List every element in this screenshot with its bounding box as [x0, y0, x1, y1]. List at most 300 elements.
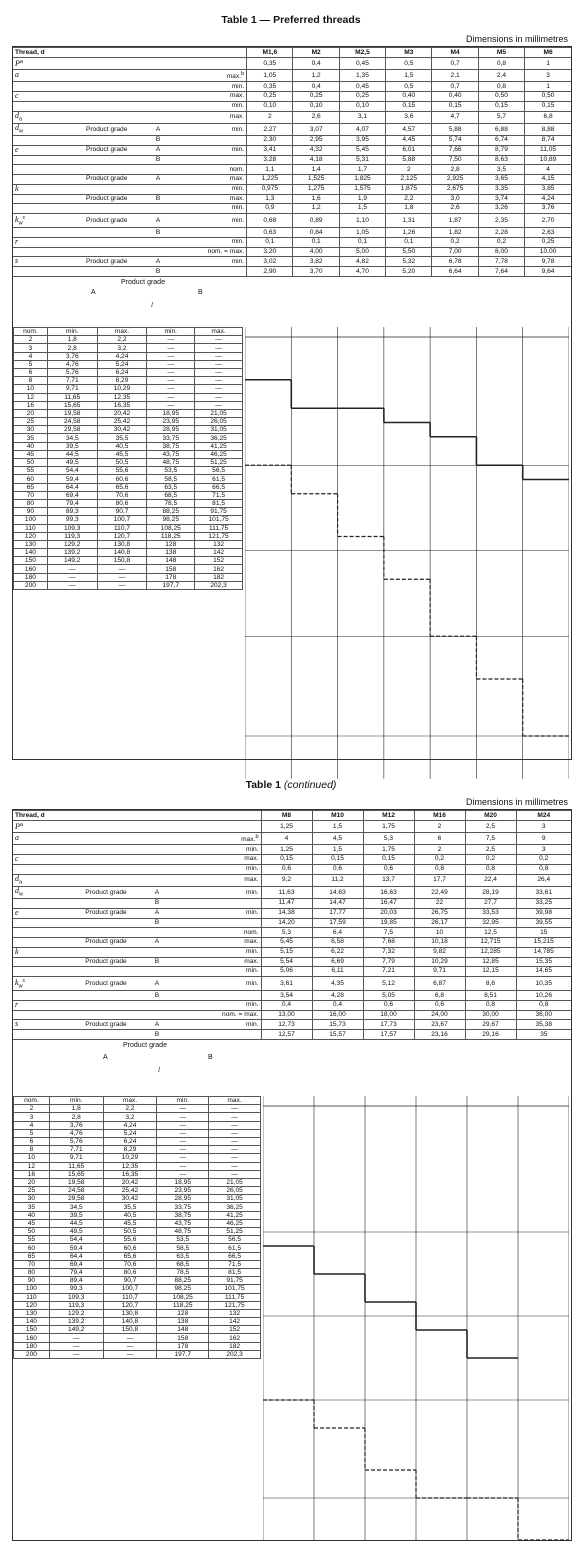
- value-cell: 2,2: [386, 194, 432, 204]
- grade-cell: A: [148, 257, 168, 267]
- length-row: [14, 418, 243, 426]
- value-cell: 7,5: [465, 833, 516, 845]
- grade-a-label: A: [103, 1054, 108, 1062]
- value-cell: 4,5: [312, 833, 363, 845]
- value-cell: 4: [525, 165, 571, 175]
- symbol-cell: [13, 1020, 65, 1030]
- spec-row: [13, 194, 571, 204]
- limit-cell: min.: [167, 976, 261, 991]
- length-cell: 54,4: [49, 1236, 103, 1244]
- symbol-text: e: [15, 145, 19, 154]
- value-cell: 6,78: [432, 257, 478, 267]
- limit-cell: max.: [167, 854, 261, 864]
- value-cell: 10,00: [525, 247, 571, 257]
- length-cell: 178: [157, 1342, 209, 1350]
- value-cell: 12,15: [465, 967, 516, 977]
- length-cell: 53,5: [157, 1236, 209, 1244]
- value-cell: 1,6: [293, 194, 339, 204]
- grade-cell: [147, 947, 167, 957]
- length-cell: 90,7: [97, 508, 147, 516]
- grade-cell: [148, 70, 168, 82]
- value-cell: M1,6: [247, 48, 293, 58]
- value-cell: 2,6: [293, 111, 339, 123]
- symbol-cell: [13, 101, 65, 111]
- value-cell: 26,75: [414, 908, 465, 918]
- value-cell: 29,16: [465, 1030, 516, 1039]
- length-row: [14, 549, 243, 557]
- value-cell: 0,6: [261, 864, 312, 874]
- symbol-cell: [13, 247, 65, 257]
- length-header-cell: min.: [47, 328, 97, 336]
- length-cell: 18,95: [157, 1178, 209, 1186]
- value-cell: 0,8: [516, 1000, 571, 1010]
- length-cell: 56,5: [209, 1236, 261, 1244]
- product-grade-cell: [65, 136, 148, 146]
- product-grade-cell: Product grade: [65, 908, 147, 918]
- value-cell: 12,73: [261, 1020, 312, 1030]
- length-cell: 160: [14, 1334, 50, 1342]
- length-cell: 7,71: [49, 1146, 103, 1154]
- value-cell: 8,79: [478, 145, 524, 155]
- length-cell: 50,5: [103, 1228, 157, 1236]
- length-cell: 60,6: [103, 1244, 157, 1252]
- value-cell: 12,5: [465, 928, 516, 938]
- limit-cell: max.: [168, 194, 247, 204]
- length-cell: 36,25: [209, 1203, 261, 1211]
- grade-cell: [148, 237, 168, 247]
- value-cell: 23,67: [414, 1020, 465, 1030]
- length-cell: 6: [14, 1137, 50, 1145]
- value-cell: 10,35: [516, 976, 571, 991]
- length-cell: 70,6: [103, 1260, 157, 1268]
- limit-cell: min.: [168, 184, 247, 194]
- symbol-subscript: a: [19, 878, 23, 885]
- length-cell: 30,42: [103, 1195, 157, 1203]
- length-range-grid-svg-2: [263, 1096, 569, 1556]
- value-cell: 1,10: [339, 213, 385, 228]
- length-cell: —: [147, 368, 195, 376]
- spec-row: [13, 136, 571, 146]
- symbol-cell: [13, 237, 65, 247]
- length-cell: 10,29: [97, 385, 147, 393]
- length-cell: 130,8: [103, 1309, 157, 1317]
- value-cell: 2: [247, 111, 293, 123]
- value-cell: 3,54: [261, 991, 312, 1001]
- value-cell: 7,78: [478, 257, 524, 267]
- length-cell: 51,25: [195, 459, 243, 467]
- spec-row: [13, 991, 571, 1001]
- length-row: [14, 1350, 261, 1358]
- value-cell: 22: [414, 899, 465, 909]
- spec-row: [13, 918, 571, 928]
- value-cell: 5,45: [261, 937, 312, 947]
- grade-cell: [147, 854, 167, 864]
- value-cell: 0,1: [247, 237, 293, 247]
- length-cell: 55,6: [97, 467, 147, 475]
- product-grade-cell: [65, 204, 148, 214]
- value-cell: 0,8: [414, 864, 465, 874]
- spec-row: [13, 145, 571, 155]
- grade-cell: [147, 1000, 167, 1010]
- spec-row: [13, 957, 571, 967]
- value-cell: 8,63: [478, 155, 524, 165]
- length-cell: 38,75: [157, 1211, 209, 1219]
- length-cell: 19,58: [47, 409, 97, 417]
- spec-row: [13, 155, 571, 165]
- value-cell: 6,11: [312, 967, 363, 977]
- length-cell: 6,24: [97, 368, 147, 376]
- grade-cell: [147, 874, 167, 886]
- value-cell: 0,25: [247, 91, 293, 101]
- value-cell: 0,7: [432, 58, 478, 70]
- limit-cell: nom. = max.: [168, 247, 247, 257]
- length-cell: 10,29: [103, 1154, 157, 1162]
- limit-cell: min.: [167, 967, 261, 977]
- product-grade-cell: [65, 1030, 147, 1039]
- product-grade-cell: [65, 70, 148, 82]
- spec-row: [13, 123, 571, 135]
- value-cell: 10,18: [414, 937, 465, 947]
- symbol-text: d: [15, 111, 19, 120]
- length-cell: 12: [14, 393, 48, 401]
- length-cell: 90: [14, 1277, 50, 1285]
- symbol-cell: [13, 976, 65, 991]
- symbol-text: s: [15, 256, 19, 266]
- length-cell: 2,8: [47, 344, 97, 352]
- length-cell: 56,5: [195, 467, 243, 475]
- length-cell: 31,05: [195, 426, 243, 434]
- length-cell: —: [195, 377, 243, 385]
- length-cell: 38,75: [147, 442, 195, 450]
- length-row: [14, 1154, 261, 1162]
- length-cell: 180: [14, 573, 48, 581]
- length-cell: 110,7: [103, 1293, 157, 1301]
- length-cell: 109,3: [49, 1293, 103, 1301]
- grade-cell: [147, 1010, 167, 1020]
- length-row: [14, 1244, 261, 1252]
- value-cell: 1,35: [339, 70, 385, 82]
- length-cell: 63,5: [157, 1252, 209, 1260]
- length-cell: 178: [147, 573, 195, 581]
- value-cell: M10: [312, 811, 363, 821]
- spec-row: [13, 864, 571, 874]
- length-cell: 180: [14, 1342, 50, 1350]
- value-cell: 4: [261, 833, 312, 845]
- grade-cell: [148, 247, 168, 257]
- spec-row: [13, 928, 571, 938]
- symbol-cell: [13, 145, 65, 155]
- value-cell: 0,25: [293, 91, 339, 101]
- length-cell: 110: [14, 524, 48, 532]
- length-cell: 110,7: [97, 524, 147, 532]
- value-cell: M2: [293, 48, 339, 58]
- table-page-1: [12, 10, 570, 760]
- value-cell: 0,89: [293, 213, 339, 228]
- length-cell: 111,75: [209, 1293, 261, 1301]
- value-cell: 11,47: [261, 899, 312, 909]
- length-cell: 91,75: [209, 1277, 261, 1285]
- length-row: [14, 1228, 261, 1236]
- length-cell: 45: [14, 1219, 50, 1227]
- length-cell: 182: [195, 573, 243, 581]
- value-cell: 15,215: [516, 937, 571, 947]
- length-row: [14, 377, 243, 385]
- value-cell: 3,6: [386, 111, 432, 123]
- grade-cell: A: [148, 213, 168, 228]
- length-cell: 48,75: [157, 1228, 209, 1236]
- grade-cell: B: [148, 194, 168, 204]
- length-cell: —: [195, 385, 243, 393]
- value-cell: 9,64: [525, 267, 571, 276]
- value-cell: 4,45: [386, 136, 432, 146]
- value-cell: 6,8: [414, 991, 465, 1001]
- length-cell: —: [147, 336, 195, 344]
- value-cell: 22,49: [414, 886, 465, 898]
- symbol-superscript: c: [22, 977, 26, 984]
- value-cell: 4,24: [525, 194, 571, 204]
- value-cell: 0,15: [432, 101, 478, 111]
- limit-cell: max.: [168, 91, 247, 101]
- length-cell: 3,2: [97, 344, 147, 352]
- length-cell: 45,5: [103, 1219, 157, 1227]
- value-cell: 5,12: [363, 976, 414, 991]
- length-cell: 50: [14, 1228, 50, 1236]
- value-cell: 1,525: [293, 174, 339, 184]
- limit-cell: min.: [168, 237, 247, 247]
- spec-row: [13, 48, 571, 58]
- value-cell: 1,25: [261, 845, 312, 855]
- product-grade-header: [13, 276, 571, 327]
- value-cell: 3,82: [293, 257, 339, 267]
- length-cell: 40,5: [97, 442, 147, 450]
- length-cell: 197,7: [157, 1350, 209, 1358]
- length-cell: 26,05: [195, 418, 243, 426]
- length-cell: 23,95: [147, 418, 195, 426]
- length-cell: 81,5: [195, 499, 243, 507]
- value-cell: 14,63: [312, 886, 363, 898]
- value-cell: 9,78: [525, 257, 571, 267]
- spec-row: [13, 58, 571, 70]
- value-cell: 8,51: [465, 991, 516, 1001]
- length-cell: 200: [14, 581, 48, 589]
- value-cell: M2,5: [339, 48, 385, 58]
- value-cell: 6,69: [312, 957, 363, 967]
- length-cell: 128: [157, 1309, 209, 1317]
- length-cell: 158: [147, 565, 195, 573]
- length-row: [14, 1334, 261, 1342]
- product-grade-cell: [65, 91, 148, 101]
- value-cell: 0,4: [293, 58, 339, 70]
- limit-cell: max.: [167, 937, 261, 947]
- value-cell: 2,5: [465, 821, 516, 833]
- value-cell: 5,32: [386, 257, 432, 267]
- symbol-text: k: [15, 947, 19, 956]
- symbol-subscript: w: [18, 983, 23, 990]
- length-cell: 68,5: [147, 491, 195, 499]
- length-cell: 55,6: [103, 1236, 157, 1244]
- spec-row: [13, 886, 571, 898]
- grade-cell: B: [148, 228, 168, 238]
- grade-cell: [147, 864, 167, 874]
- grade-cell: [148, 82, 168, 92]
- length-row: [14, 524, 243, 532]
- value-cell: 0,15: [525, 101, 571, 111]
- symbol-text: P: [15, 59, 20, 69]
- length-cell: 10: [14, 1154, 50, 1162]
- length-cell: 5,24: [97, 360, 147, 368]
- length-cell: 1,8: [49, 1105, 103, 1113]
- value-cell: 0,40: [432, 91, 478, 101]
- value-cell: 2,27: [247, 123, 293, 135]
- value-cell: 1,2: [293, 70, 339, 82]
- value-cell: 1,225: [247, 174, 293, 184]
- value-cell: 0,8: [465, 1000, 516, 1010]
- value-cell: 1,82: [432, 228, 478, 238]
- symbol-cell: [13, 228, 65, 238]
- length-cell: 182: [209, 1342, 261, 1350]
- length-cell: 4: [14, 352, 48, 360]
- length-row: [14, 1293, 261, 1301]
- symbol-subscript: w: [18, 220, 23, 227]
- value-cell: 1,825: [339, 174, 385, 184]
- length-row: [14, 1236, 261, 1244]
- length-row: [14, 1121, 261, 1129]
- length-cell: 140,8: [97, 549, 147, 557]
- grade-cell: A: [147, 886, 167, 898]
- value-cell: 0,45: [339, 58, 385, 70]
- value-cell: 5,54: [261, 957, 312, 967]
- length-cell: 101,75: [209, 1285, 261, 1293]
- length-cell: 34,5: [47, 434, 97, 442]
- value-cell: 33,61: [516, 886, 571, 898]
- length-cell: 138: [147, 549, 195, 557]
- value-cell: 2,925: [432, 174, 478, 184]
- limit-cell: min.: [168, 213, 247, 228]
- length-row: [14, 557, 243, 565]
- grade-cell: [148, 111, 168, 123]
- value-cell: 0,2: [516, 854, 571, 864]
- length-cell: 100,7: [103, 1285, 157, 1293]
- symbol-cell: [13, 165, 65, 175]
- value-cell: 0,1: [293, 237, 339, 247]
- length-row: [14, 1260, 261, 1268]
- grade-cell: A: [148, 123, 168, 135]
- value-cell: 3,74: [478, 194, 524, 204]
- length-cell: 20,42: [103, 1178, 157, 1186]
- length-cell: 8,29: [97, 377, 147, 385]
- value-cell: 32,95: [465, 918, 516, 928]
- symbol-superscript: a: [19, 59, 23, 65]
- length-cell: 49,5: [47, 459, 97, 467]
- length-cell: 65: [14, 1252, 50, 1260]
- length-cell: 118,25: [147, 532, 195, 540]
- length-row: [14, 336, 243, 344]
- length-cell: 89,3: [47, 508, 97, 516]
- length-cell: 2: [14, 1105, 50, 1113]
- length-row: [14, 1195, 261, 1203]
- value-cell: 17,57: [363, 1030, 414, 1039]
- limit-cell: min.: [167, 1000, 261, 1010]
- limit-cell: min.: [168, 204, 247, 214]
- value-cell: 0,15: [312, 854, 363, 864]
- value-cell: 2,70: [525, 213, 571, 228]
- value-cell: 0,35: [247, 58, 293, 70]
- length-cell: 36,25: [195, 434, 243, 442]
- value-cell: 33,53: [465, 908, 516, 918]
- length-range-grid-2: [263, 1096, 569, 1556]
- value-cell: 0,5: [386, 58, 432, 70]
- product-grade-cell: [65, 1010, 147, 1020]
- limit-cell: max.$^b$: [168, 70, 247, 82]
- grade-cell: B: [148, 267, 168, 276]
- length-cell: 148: [157, 1326, 209, 1334]
- product-grade-cell: [65, 899, 147, 909]
- length-cell: —: [195, 368, 243, 376]
- length-cell: 12,35: [103, 1162, 157, 1170]
- value-cell: 1,87: [432, 213, 478, 228]
- symbol-cell: [13, 58, 65, 70]
- length-cell: 54,4: [47, 467, 97, 475]
- length-symbol: l: [151, 301, 153, 310]
- length-cell: 19,58: [49, 1178, 103, 1186]
- grade-cell: [148, 58, 168, 70]
- length-cell: —: [147, 360, 195, 368]
- symbol-cell: [13, 136, 65, 146]
- length-cell: 202,3: [209, 1350, 261, 1358]
- value-cell: 14,47: [312, 899, 363, 909]
- grade-cell: [148, 165, 168, 175]
- spec-row: [13, 237, 571, 247]
- symbol-cell: [13, 991, 65, 1001]
- value-cell: 0,10: [339, 101, 385, 111]
- length-cell: 200: [14, 1350, 50, 1358]
- grade-cell: [147, 928, 167, 938]
- value-cell: 12,285: [465, 947, 516, 957]
- length-cell: —: [209, 1170, 261, 1178]
- length-cell: 81,5: [209, 1268, 261, 1276]
- symbol-cell: [13, 908, 65, 918]
- length-cell: 108,25: [147, 524, 195, 532]
- spec-table-2: [13, 810, 571, 1039]
- limit-cell: max.: [167, 874, 261, 886]
- length-cell: —: [209, 1146, 261, 1154]
- length-cell: 88,25: [147, 508, 195, 516]
- length-row: [14, 450, 243, 458]
- length-cell: —: [157, 1154, 209, 1162]
- length-cell: 120,7: [97, 532, 147, 540]
- value-cell: 8,00: [478, 247, 524, 257]
- value-cell: 6,88: [478, 123, 524, 135]
- value-cell: 5,06: [261, 967, 312, 977]
- length-range-grid: [245, 327, 569, 797]
- length-header-row: [14, 1097, 261, 1105]
- value-cell: 3,95: [339, 136, 385, 146]
- value-cell: 2: [414, 845, 465, 855]
- length-row: [14, 483, 243, 491]
- symbol-cell: [13, 833, 65, 845]
- length-cell: 12,35: [97, 393, 147, 401]
- limit-cell: min.: [168, 123, 247, 135]
- value-cell: 13,00: [261, 1010, 312, 1020]
- table-page-2: [12, 775, 570, 1545]
- limit-cell: [168, 136, 247, 146]
- value-cell: 15: [516, 928, 571, 938]
- product-grade-cell: [65, 854, 147, 864]
- symbol-cell: [13, 947, 65, 957]
- spec-row: [13, 174, 571, 184]
- value-cell: 3,28: [247, 155, 293, 165]
- spec-row: [13, 967, 571, 977]
